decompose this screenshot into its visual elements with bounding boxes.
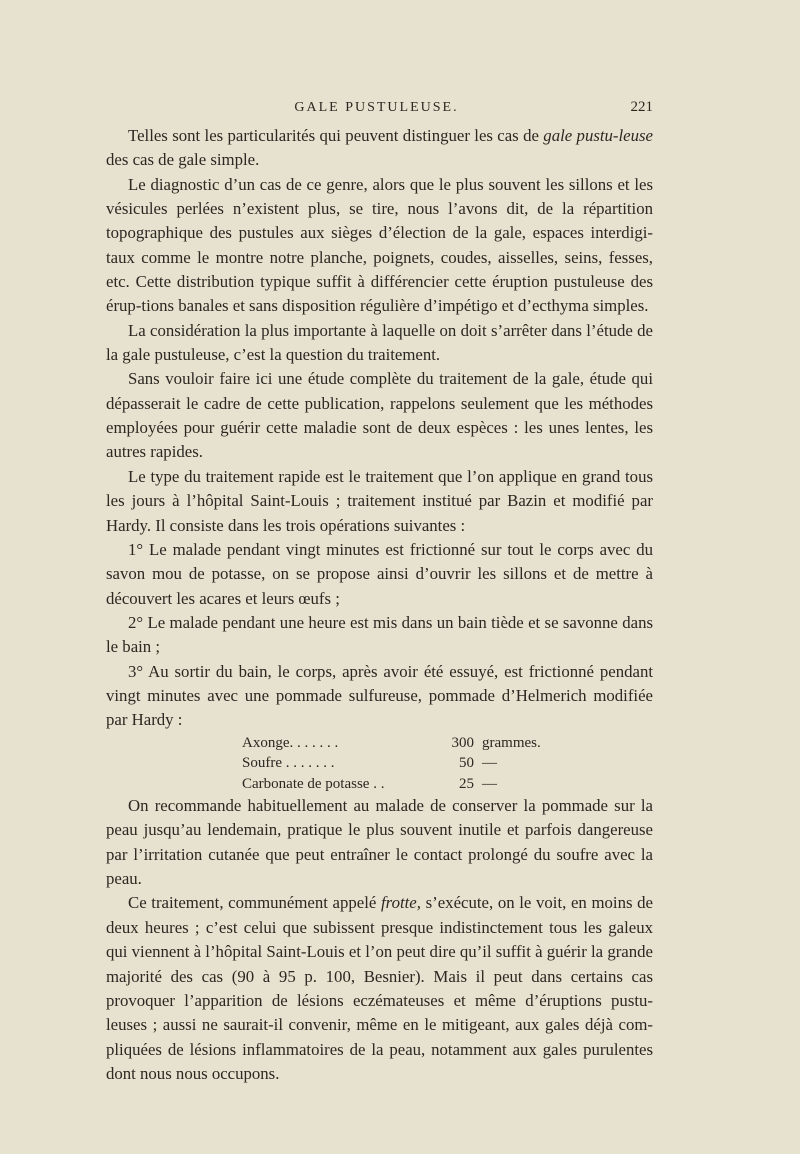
paragraph-1-emphasis: gale pustu-leuse bbox=[543, 126, 653, 145]
paragraph-1-text-b: des cas de gale simple. bbox=[106, 150, 260, 170]
recipe-quantity: 300 bbox=[451, 734, 474, 751]
paragraph-10-text-b: s’exécute, on le voit, en moins de deux heures ; c’est celui que subissent presque indistinctement tous les galeux qui viennent à l’hôpital Saint-Louis et l’on peut dire qu’il suffit à guérir la grande majorité des cas (90 à 95 p. 100, Besnier). Mais il peut dans certains cas provoquer l’apparition de lésions eczémateuses et même d’éruptions pustu-leuses ; aussi ne saurait-il convenir, même en le mitigeant, aux gales déjà com-pliquées de lésions inflammatoires de la peau, notamment aux gales purulentes dont nous nous occupons. bbox=[106, 893, 653, 1083]
paragraph-10-text-a: Ce traitement, communément appelé bbox=[128, 893, 382, 913]
recipe-unit: — bbox=[482, 775, 497, 792]
paragraph-1 bbox=[106, 124, 653, 173]
paragraph-10-emphasis: frotte, bbox=[381, 893, 421, 913]
recipe-quantity: 25 bbox=[459, 775, 474, 792]
paragraph-2: Le diagnostic d’un cas de ce genre, alors que le plus souvent les sillons et les vésicules perlées n’existent plus, se tire, nous l’avons dit, de la répartition topographique des pustules aux sièges d’élection de la gale, espaces interdigi-taux comme le montre notre planche, poignets, coudes, aisselles, seins, fesses, etc. Cette distribution typique suffit à différencier cette éruption pustuleuse des érup-tions banales et sans disposition régulière d’impétigo et d’ecthyma simples. bbox=[106, 174, 653, 316]
recipe-row bbox=[242, 774, 653, 795]
recipe-row bbox=[242, 753, 653, 774]
paragraph-10 bbox=[106, 891, 653, 1086]
paragraph-5: Le type du traitement rapide est le traitement que l’on applique en grand tous les jours à l’hôpital Saint-Louis ; traitement institué par Bazin et modifié par Hardy. Il consiste dans les trois opérations suivantes : bbox=[106, 466, 653, 535]
paragraph-3: La considération la plus importante à laquelle on doit s’arrêter dans l’étude de la gale pustuleuse, c’est la question du traitement. bbox=[106, 320, 653, 365]
recipe-item: Axonge. . . . . . . bbox=[242, 734, 339, 751]
paragraph-7: 2° Le malade pendant une heure est mis dans un bain tiède et se savonne dans le bain ; bbox=[106, 612, 653, 657]
paragraph-6: 1° Le malade pendant vingt minutes est frictionné sur tout le corps avec du savon mou de potasse, on se propose ainsi d’ouvrir les sillons et de mettre à découvert les acares et leurs œufs ; bbox=[106, 539, 653, 608]
recipe-unit: grammes. bbox=[482, 734, 541, 751]
paragraph-9: On recommande habituellement au malade de conserver la pommade sur la peau jusqu’au lendemain, pratique le plus souvent inutile et parfois dangereuse par l’irritation cutanée que peut entraîner le contact prolongé du soufre avec la peau. bbox=[106, 796, 653, 889]
recipe-item: Soufre . . . . . . . bbox=[242, 755, 335, 772]
page-number: 221 bbox=[630, 99, 653, 115]
recipe-item: Carbonate de potasse . . bbox=[242, 775, 385, 792]
recipe-quantity: 50 bbox=[459, 755, 474, 772]
body-text bbox=[106, 124, 653, 1086]
page-header bbox=[100, 98, 653, 122]
recipe-row bbox=[242, 733, 653, 754]
paragraph-4: Sans vouloir faire ici une étude complète du traitement de la gale, étude qui dépasserait le cadre de cette publication, rappelons seulement que les méthodes employées pour guérir cette maladie sont de deux espèces : les unes lentes, les autres rapides. bbox=[106, 369, 653, 462]
paragraph-1-text-a: Telles sont les particularités qui peuvent distinguer les cas de bbox=[128, 126, 544, 145]
recipe-list bbox=[242, 733, 653, 795]
running-title: GALE PUSTULEUSE. bbox=[294, 100, 459, 115]
paragraph-8: 3° Au sortir du bain, le corps, après avoir été essuyé, est frictionné pendant vingt minutes avec une pommade sulfureuse, pommade d’Helmerich modifiée par Hardy : bbox=[106, 661, 653, 730]
recipe-unit: — bbox=[482, 755, 497, 772]
